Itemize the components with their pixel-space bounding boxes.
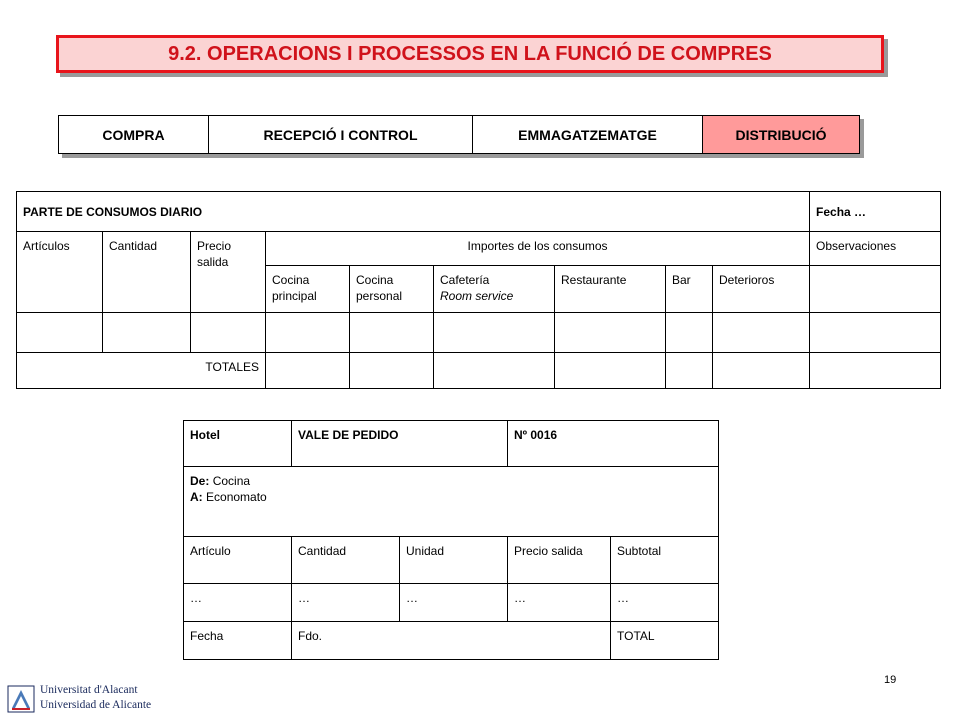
a-label: A: (190, 490, 203, 504)
vale-col-cantidad: Cantidad (292, 537, 400, 584)
col-articulos: Artículos (17, 232, 103, 313)
table-row (17, 313, 941, 353)
col-cantidad: Cantidad (103, 232, 191, 313)
ellipsis-cell: … (292, 584, 400, 622)
observaciones-blank (810, 266, 941, 313)
vale-pedido-table (183, 420, 719, 660)
col-cocina-personal: Cocina personal (350, 266, 434, 313)
totales-label: TOTALES (17, 353, 266, 389)
page-title-text: 9.2. OPERACIONS I PROCESSOS EN LA FUNCIÓ DE COMPRES (168, 42, 772, 65)
consumos-fecha: Fecha … (810, 192, 941, 232)
col-bar: Bar (666, 266, 713, 313)
vale-hotel: Hotel (184, 421, 292, 467)
col-restaurante: Restaurante (555, 266, 666, 313)
ellipsis-cell: … (611, 584, 719, 622)
phase-distribucio: DISTRIBUCIÓ (703, 116, 860, 154)
ellipsis-cell: … (184, 584, 292, 622)
vale-total: TOTAL (611, 622, 719, 660)
ellipsis-cell: … (400, 584, 508, 622)
consumos-header: PARTE DE CONSUMOS DIARIO (17, 192, 810, 232)
vale-col-subtotal: Subtotal (611, 537, 719, 584)
phases-bar (58, 115, 860, 154)
logo-line2: Universidad de Alicante (40, 699, 152, 711)
university-name (40, 683, 151, 713)
cafeteria-label: Cafetería (440, 273, 490, 287)
table-row (184, 584, 719, 622)
vale-col-unidad: Unidad (400, 537, 508, 584)
vale-de-a (184, 467, 719, 537)
de-label: De: (190, 474, 210, 488)
vale-fecha: Fecha (184, 622, 292, 660)
logo-line1: Universitat d'Alacant (40, 684, 138, 696)
col-cafeteria (434, 266, 555, 313)
a-value: Economato (206, 490, 267, 504)
phase-recepcio: RECEPCIÓ I CONTROL (209, 116, 473, 154)
vale-title: VALE DE PEDIDO (292, 421, 508, 467)
page-number: 19 (884, 674, 897, 686)
col-deterioros: Deterioros (713, 266, 810, 313)
ellipsis-cell: … (508, 584, 611, 622)
vale-fdo: Fdo. (292, 622, 611, 660)
de-value: Cocina (212, 474, 251, 488)
col-importes: Importes de los consumos (266, 232, 810, 266)
parte-consumos-table (16, 191, 941, 389)
vale-numero: Nº 0016 (508, 421, 719, 467)
col-precio-salida: Precio salida (191, 232, 266, 313)
room-service-label: Room service (440, 289, 514, 303)
totales-row (17, 353, 941, 389)
vale-col-precio: Precio salida (508, 537, 611, 584)
col-observaciones: Observaciones (810, 232, 941, 266)
vale-col-articulo: Artículo (184, 537, 292, 584)
col-cocina-principal: Cocina principal (266, 266, 350, 313)
phase-emmagatzematge: EMMAGATZEMATGE (473, 116, 703, 154)
page-title (56, 35, 884, 73)
phase-compra: COMPRA (59, 116, 209, 154)
